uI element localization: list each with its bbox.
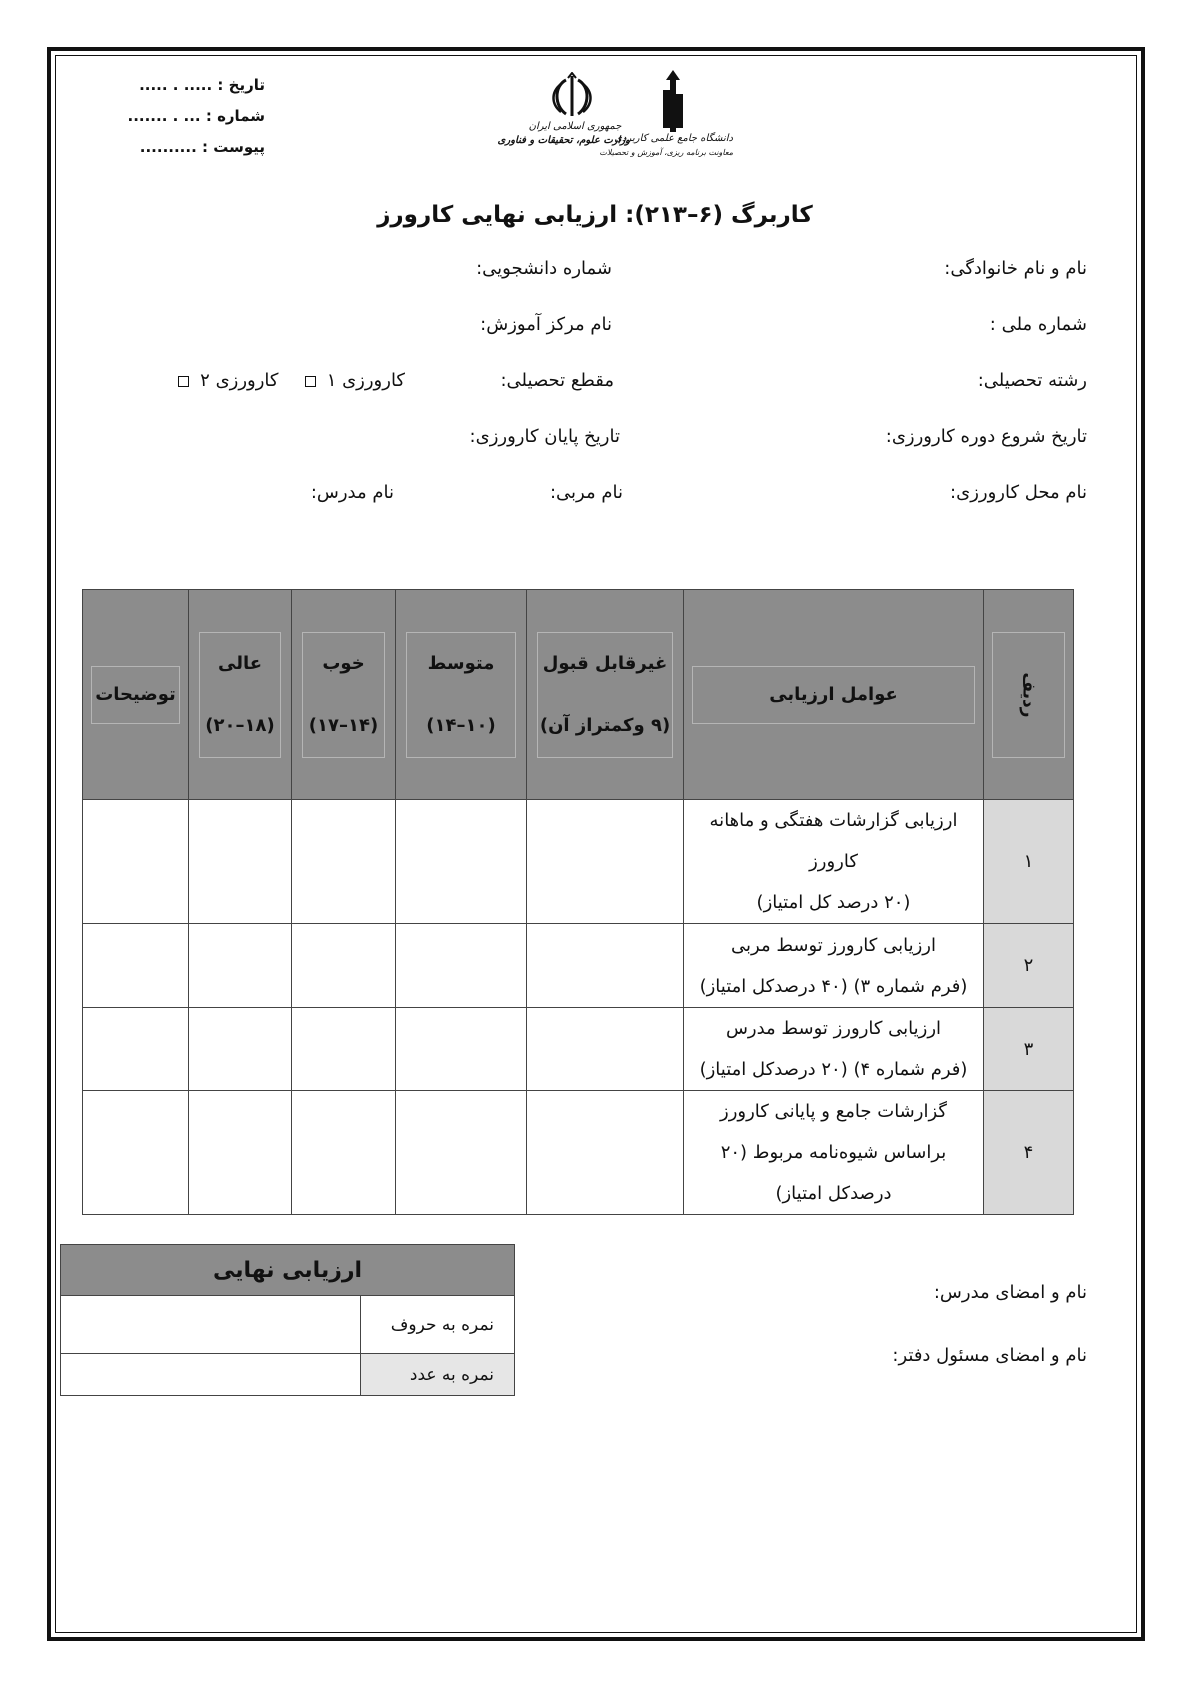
date-field: تاریخ : ..... . .....	[139, 76, 265, 94]
number-field: شماره : ... . .......	[127, 107, 265, 125]
header-row-number: ردیف	[984, 590, 1074, 800]
row-number-2: ۲	[984, 924, 1074, 1008]
unacceptable-cell-2[interactable]	[527, 924, 684, 1008]
table-row	[83, 800, 1074, 924]
good-cell-1[interactable]	[292, 800, 396, 924]
office-signature-label: نام و امضای مسئول دفتر:	[892, 1345, 1087, 1366]
average-cell-1[interactable]	[396, 800, 527, 924]
notes-cell-1[interactable]	[83, 800, 189, 924]
excellent-cell-3[interactable]	[189, 1008, 292, 1091]
internship-place-label: نام محل کارورزی:	[950, 482, 1087, 503]
table-row	[83, 1008, 1074, 1091]
average-cell-4[interactable]	[396, 1091, 527, 1215]
header-unacceptable: غیرقابل قبول (۹ وکمتراز آن)	[527, 590, 684, 800]
good-cell-2[interactable]	[292, 924, 396, 1008]
form-title: کاربرگ (۶–۲۱۳): ارزیابی نهایی کارورز	[377, 202, 813, 228]
grade-number-input[interactable]	[61, 1354, 361, 1396]
good-cell-3[interactable]	[292, 1008, 396, 1091]
internship-1-label: کارورزی ۱	[326, 370, 405, 391]
table-header-row	[83, 590, 1074, 800]
notes-cell-4[interactable]	[83, 1091, 189, 1215]
factor-cell-1: ارزیابی گزارشات هفتگی و ماهانه کارورز (۲۰ درصد کل امتیاز)	[684, 800, 984, 924]
start-date-label: تاریخ شروع دوره کارورزی:	[885, 426, 1087, 447]
factor-cell-2: ارزیابی کارورز توسط مربی (فرم شماره ۳) (۴۰ درصدکل امتیاز)	[684, 924, 984, 1008]
grade-words-input[interactable]	[61, 1296, 361, 1354]
university-logo	[660, 70, 686, 140]
excellent-cell-2[interactable]	[189, 924, 292, 1008]
grade-words-label: نمره به حروف	[361, 1296, 515, 1354]
header-excellent: عالی (۱۸–۲۰)	[189, 590, 292, 800]
excellent-cell-4[interactable]	[189, 1091, 292, 1215]
internship-2-checkbox[interactable]	[178, 376, 189, 387]
header-average: متوسط (۱۰–۱۴)	[396, 590, 527, 800]
evaluation-table	[82, 589, 1074, 1215]
table-row	[83, 1091, 1074, 1215]
excellent-cell-1[interactable]	[189, 800, 292, 924]
grade-number-label: نمره به عدد	[361, 1354, 515, 1396]
row-number-4: ۴	[984, 1091, 1074, 1215]
row-number-1: ۱	[984, 800, 1074, 924]
instructor-signature-label: نام و امضای مدرس:	[933, 1282, 1087, 1303]
major-label: رشته تحصیلی:	[977, 370, 1087, 391]
center-name-label: نام مرکز آموزش:	[480, 314, 612, 335]
header-notes: توضیحات	[83, 590, 189, 800]
unacceptable-cell-1[interactable]	[527, 800, 684, 924]
unacceptable-cell-4[interactable]	[527, 1091, 684, 1215]
header-factors: عوامل ارزیابی	[684, 590, 984, 800]
university-logo-text: دانشگاه جامع علمی کاربردی معاونت برنامه ریزی، آموزش و تحصیلات	[599, 133, 733, 157]
header-good: خوب (۱۴–۱۷)	[292, 590, 396, 800]
iran-emblem-logo	[548, 72, 596, 126]
student-number-label: شماره دانشجویی:	[476, 258, 612, 279]
good-cell-4[interactable]	[292, 1091, 396, 1215]
instructor-name-label: نام مدرس:	[310, 482, 394, 503]
table-row	[83, 924, 1074, 1008]
factor-cell-3: ارزیابی کارورز توسط مدرس (فرم شماره ۴) (۲۰ درصدکل امتیاز)	[684, 1008, 984, 1091]
row-number-3: ۳	[984, 1008, 1074, 1091]
internship-options	[173, 370, 405, 391]
unacceptable-cell-3[interactable]	[527, 1008, 684, 1091]
final-evaluation-table	[60, 1244, 515, 1396]
average-cell-3[interactable]	[396, 1008, 527, 1091]
internship-1-checkbox[interactable]	[305, 376, 316, 387]
factor-cell-4: گزارشات جامع و پایانی کارورز براساس شیوه‌نامه مربوط (۲۰ درصدکل امتیاز)	[684, 1091, 984, 1215]
notes-cell-2[interactable]	[83, 924, 189, 1008]
full-name-label: نام و نام خانوادگی:	[944, 258, 1087, 279]
notes-cell-3[interactable]	[83, 1008, 189, 1091]
degree-label: مقطع تحصیلی:	[500, 370, 614, 391]
attachment-field: پیوست : ..........	[139, 138, 265, 156]
republic-logo-text: جمهوری اسلامی ایران وزارت علوم، تحقیقات و فناوری	[497, 121, 630, 146]
final-evaluation-title: ارزیابی نهایی	[61, 1245, 515, 1296]
end-date-label: تاریخ پایان کارورزی:	[469, 426, 620, 447]
mentor-name-label: نام مربی:	[549, 482, 623, 503]
internship-2-label: کارورزی ۲	[200, 370, 279, 391]
national-id-label: شماره ملی :	[989, 314, 1087, 335]
average-cell-2[interactable]	[396, 924, 527, 1008]
